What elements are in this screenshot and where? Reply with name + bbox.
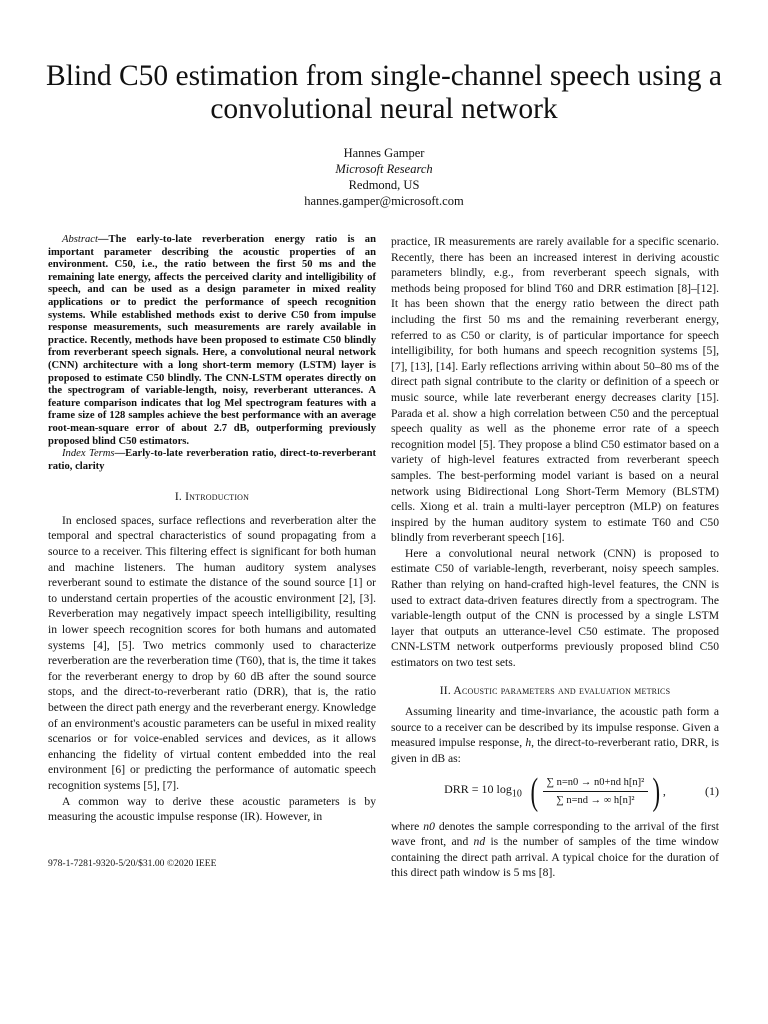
section2-paragraph-1: Assuming linearity and time-invariance, the acoustic path form a source to a receiver can be described by its impulse response. Given a measured impulse response, h, the direct-to-reverberant ratio, DRR, is given in dB as: xyxy=(391,705,720,765)
index-terms-lead: Index Terms xyxy=(62,448,115,460)
author-name: Hannes Gamper xyxy=(343,146,425,160)
section2-paragraph-2: where n0 denotes the sample corresponding to the arrival of the first wave front, and nd is the number of samples of the time window containing the direct path arrival. A typical choice for the duration of this direct path window is 5 ms [8]. xyxy=(391,819,719,880)
var-nd: nd xyxy=(473,835,486,849)
equation-fraction xyxy=(543,775,649,809)
left-column xyxy=(48,234,376,825)
var-n0: n0 xyxy=(423,819,435,833)
var-h: h xyxy=(525,736,532,750)
copyright-footer: 978-1-7281-9320-5/20/$31.00 ©2020 IEEE xyxy=(48,858,217,869)
abstract-text: —The early-to-late reverberation energy ratio is an important parameter describing the acoustic properties of an environment. C50, i.e., the ratio between the first 50 ms and the remaining late energy, affects the perceived clarity and intelligibility of speech, and can be used as a design parameter in mixed reality applications or to predict the performance of speech recognition systems. While established methods exist to derive C50 from impulse response measurements, such measurements are rarely available in practice. Recently, methods have been proposed to estimate C50 blindly from reverberant speech signals. Here, a convolutional neural network (CNN) architecture with a long short-term memory (LSTM) layer is proposed to estimate C50 blindly. The CNN-LSTM operates directly on the spectrogram of variable-length, noisy, reverberant utterances. A feature comparison indicates that log Mel spectrogram features with a frame size of 128 samples achieve the best performance with an average root-mean-square error of about 2.7 dB, outperforming previously proposed blind C50 estimators. xyxy=(48,234,376,447)
section-heading-introduction: I. Introduction xyxy=(174,490,250,504)
section-heading-acoustic-parameters: II. Acoustic parameters and evaluation metrics xyxy=(439,683,671,697)
paper-title: Blind C50 estimation from single-channel speech using a convolutional neural network xyxy=(46,60,722,125)
abstract xyxy=(48,234,376,448)
equation-1: DRR = 10 $\log_{10}$ ( $\frac{\text{∑ n=n0 → n0+nd h[n]²}}{\text{∑ n=nd → ∞ h[n]²}}$ ) , (1) xyxy=(444,770,719,813)
abstract-lead: Abstract xyxy=(62,234,98,245)
intro-paragraph-2-continued: practice, IR measurements are rarely available for a specific scenario. Recently, there has been an increased interest in deriving acoustic parameters blindly, e.g., from reverberant speech signals, with methods being proposed for blind T60 and DRR estimation [8]–[12]. It has been shown that the energy ratio between the direct path including the first 50 ms and the remaining reverberant energy, referred to as C50 or clarity, is of particular importance for speech intelligibility, for both humans and speech recognition systems [5], [7], [13], [14]. Early reflections arriving within about 50–80 ms of the direct path signal contribute to the clarity or definition of a speech or music source, while late reverberant energy decreases clarity [15]. Parada et al. show a high correlation between C50 and the perceptual speech quality as well as the phoneme error rate of a speech recognition model [5]. They propose a blind C50 estimator based on a variety of high-level features extracted from reverberant speech samples. The best-performing model variant is based on a neural network using Bidirectional Long Short-Term Memory (BLSTM) cells. Xiong et al. train a multi-layer perceptron (MLP) on features inspired by the human auditory system to estimate T60 and C50 blindly from reverberant speech [16]. xyxy=(391,235,719,545)
author-affiliation: Microsoft Research xyxy=(335,162,433,176)
index-terms-text: —Early-to-late reverberation ratio, direct-to-reverberant ratio, clarity xyxy=(48,448,376,472)
equation-numerator: ∑ n=n0 → n0+nd h[n]² xyxy=(543,775,649,793)
index-terms xyxy=(48,448,376,473)
equation-lhs: DRR = 10 $\log_{10}$ xyxy=(444,781,522,799)
author-location: Redmond, US xyxy=(348,178,420,192)
author-email[interactable]: hannes.gamper@microsoft.com xyxy=(304,194,464,208)
author-block xyxy=(184,145,584,209)
right-column xyxy=(391,234,719,881)
var-drr: DRR xyxy=(681,736,706,750)
equation-number: (1) xyxy=(705,783,719,798)
intro-paragraph-1: In enclosed spaces, surface reflections and reverberation alter the temporal and spectral characteristics of sound propagating from a source to a receiver. This filtering effect is significant for both human and machine listeners. The human auditory system analyses reverberant sound to estimate the distance of the sound source [1] or to understand certain properties of the acoustic environment [2], [3]. Reverberation may negatively impact speech intelligibility, resulting in lower speech recognition scores for both humans and automated systems [4], [5]. Two metrics commonly used to characterize reverberation are the reverberation time (T60), that is, the time it takes for the reverberant energy to drop by 60 dB after the sound source stops, and the direct-to-reverberant ratio (DRR), that is, the ratio between the direct path energy and the reverberant energy. Knowledge of an environment's acoustic parameters can be useful in mixed reality scenarios or for voice-enabled services and devices, as it allows enhancing the fidelity of virtual content embedded into the real environment [6] or predicting the performance of automatic speech recognition systems [5], [7]. xyxy=(48,513,376,792)
intro-paragraph-2: A common way to derive these acoustic parameters is by measuring the acoustic impulse response (IR). However, in xyxy=(48,794,376,824)
equation-denominator: ∑ n=nd → ∞ h[n]² xyxy=(556,795,635,807)
intro-paragraph-3: Here a convolutional neural network (CNN) is proposed to estimate C50 of variable-length, reverberant, noisy speech samples. Rather than relying on hand-crafted high-level features, the CNN is used to extract data-driven features directly from a spectrogram. The variable-length output of the CNN is processed by a single LSTM layer that outputs an utterance-level C50 estimate. The proposed CNN-LSTM network outperforms previously proposed blind C50 estimators on two test sets. xyxy=(391,546,719,670)
